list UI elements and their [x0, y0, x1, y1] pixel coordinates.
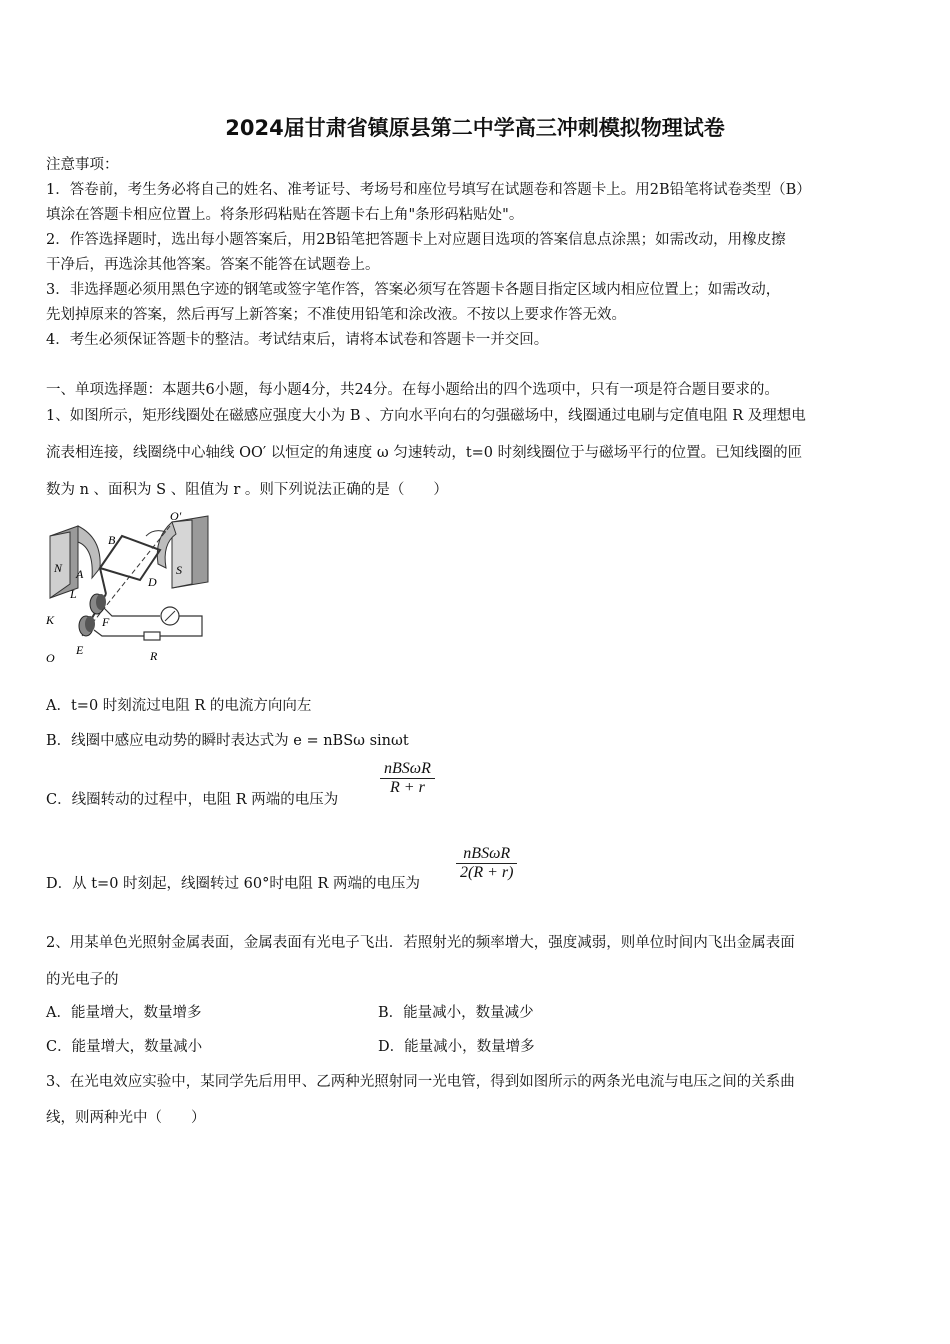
q2-option-a: A．能量增大，数量增多 [46, 1005, 202, 1021]
label-r: R [150, 649, 158, 663]
notice-line: 填涂在答题卡相应位置上。将条形码粘贴在答题卡右上角"条形码粘贴处"。 [46, 207, 524, 223]
exam-title: 2024届甘肃省镇原县第二中学高三冲刺模拟物理试卷 [225, 116, 725, 140]
question-1-text: 数为 n 、面积为 S 、阻值为 r 。则下列说法正确的是（ ） [46, 482, 448, 498]
notice-heading: 注意事项： [46, 157, 119, 173]
question-3-text: 3、在光电效应实验中，某同学先后用甲、乙两种光照射同一光电管，得到如图所示的两条光电流与电压之间的关系曲 [46, 1074, 795, 1090]
fraction-numerator: nBSωR [463, 845, 511, 862]
label-a: A [76, 567, 84, 581]
q1-option-c-fraction [380, 760, 435, 797]
fraction-denominator: 2(R + r) [460, 864, 514, 881]
q2-option-b: B．能量减小，数量减少 [378, 1005, 534, 1021]
label-b: B [108, 533, 116, 547]
label-l: L [70, 587, 77, 601]
notice-line: 4．考生必须保证答题卡的整洁。考试结束后，请将本试卷和答题卡一并交回。 [46, 332, 549, 348]
question-1-text: 1、如图所示，矩形线圈处在磁感应强度大小为 B 、方向水平向右的匀强磁场中，线圈通过电刷与定值电阻 R 及理想电 [46, 408, 806, 424]
question-2-text: 2、用某单色光照射金属表面，金属表面有光电子飞出．若照射光的频率增大，强度减弱，则单位时间内飞出金属表面 [46, 935, 795, 951]
label-o: O [46, 651, 55, 665]
q1-option-b: B．线圈中感应电动势的瞬时表达式为 e = nBSω sinωt [46, 733, 409, 749]
q1-option-d: D．从 t=0 时刻起，线圈转过 60°时电阻 R 两端的电压为 [46, 876, 420, 892]
q1-option-d-fraction [456, 845, 517, 882]
q1-option-c: C．线圈转动的过程中，电阻 R 两端的电压为 [46, 792, 339, 808]
notice-line: 2．作答选择题时，选出每小题答案后，用2B铅笔把答题卡上对应题目选项的答案信息点涂黑；如需改动，用橡皮擦 [46, 232, 786, 248]
notice-line: 3．非选择题必须用黑色字迹的钢笔或签字笔作答，答案必须写在答题卡各题目指定区域内相应位置上；如需改动， [46, 282, 781, 298]
label-n: N [54, 561, 63, 575]
notice-line: 先划掉原来的答案，然后再写上新答案；不准使用铅笔和涂改液。不按以上要求作答无效。 [46, 307, 626, 323]
label-o-prime: O′ [170, 509, 182, 523]
fraction-numerator: nBSωR [384, 760, 431, 777]
q1-option-a: A．t=0 时刻流过电阻 R 的电流方向向左 [46, 698, 312, 714]
fraction-denominator: R + r [390, 779, 425, 796]
label-f: F [102, 615, 110, 629]
q2-option-c: C．能量增大，数量减小 [46, 1039, 203, 1055]
label-k: K [46, 613, 55, 627]
question-2-text: 的光电子的 [46, 972, 119, 988]
label-d: D [148, 575, 157, 589]
generator-diagram [42, 508, 222, 668]
section-heading: 一、单项选择题：本题共6小题，每小题4分，共24分。在每小题给出的四个选项中，只有一项是符合题目要求的。 [46, 382, 779, 398]
question-1-text: 流表相连接，线圈绕中心轴线 OO′ 以恒定的角速度 ω 匀速转动，t=0 时刻线圈位于与磁场平行的位置。已知线圈的匝 [46, 445, 803, 461]
notice-line: 1．答卷前，考生务必将自己的姓名、准考证号、考场号和座位号填写在试题卷和答题卡上。用2B铅笔将试卷类型（B） [46, 182, 811, 198]
q2-option-d: D．能量减小，数量增多 [378, 1039, 535, 1055]
question-3-text: 线，则两种光中（ ） [46, 1110, 206, 1126]
label-s: S [176, 563, 182, 577]
notice-line: 干净后，再选涂其他答案。答案不能答在试题卷上。 [46, 257, 380, 273]
label-e: E [76, 643, 84, 657]
